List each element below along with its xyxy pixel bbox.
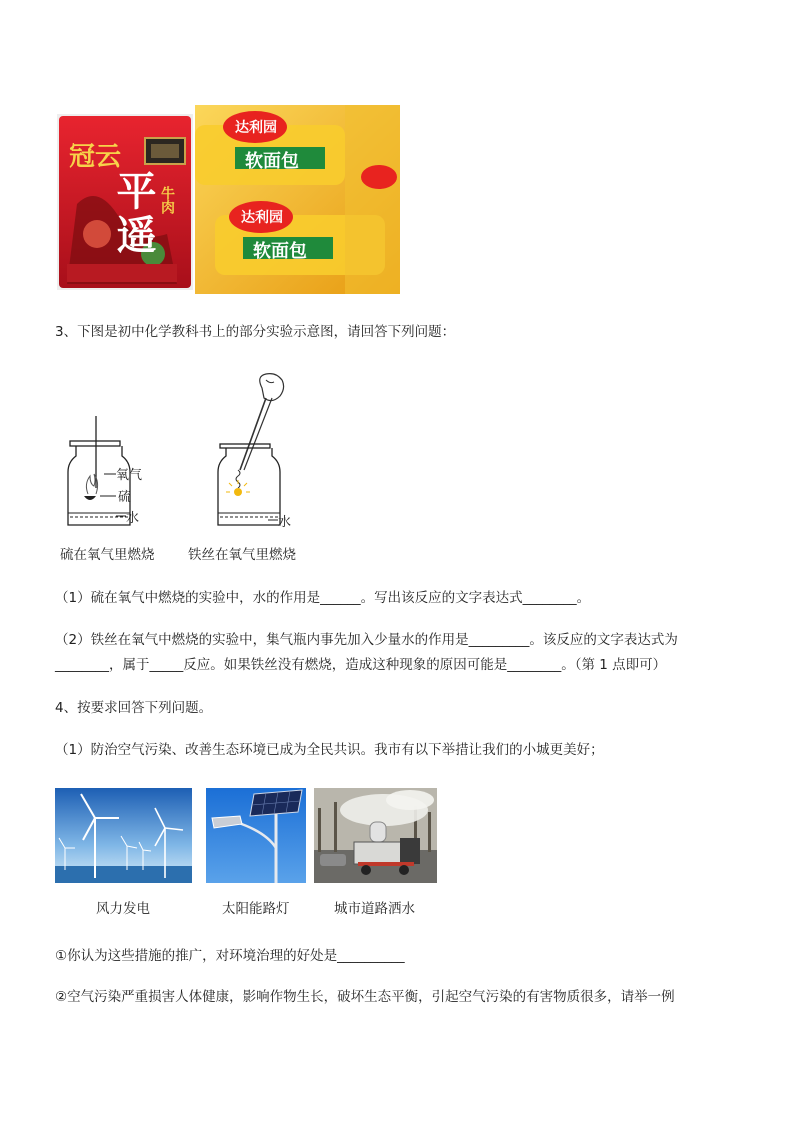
caption-road-spraying: 城市道路洒水 [334, 901, 415, 917]
q4-sub1: （1）防治空气污染、改善生态环境已成为全民共识。我市有以下举措让我们的小城更美好； [55, 742, 604, 758]
package-product-text: 平遥 [110, 170, 157, 258]
bread-brand-text: 达利园 [235, 120, 277, 136]
solar-street-light-photo [206, 788, 306, 883]
caption-iron-wire: 铁丝在氧气里燃烧 [188, 547, 296, 563]
label-water-2: 水 [278, 515, 292, 530]
q4-prompt: 4、按要求回答下列问题。 [55, 700, 213, 716]
iron-wire-combustion-diagram [210, 370, 320, 532]
caption-sulfur: 硫在氧气里燃烧 [60, 547, 155, 563]
package-brand-text: 冠云 [69, 142, 122, 172]
soft-bread-package-photo [195, 105, 400, 294]
q3-sub1: （1）硫在氧气中燃烧的实验中，水的作用是______。写出该反应的文字表达式________。 [55, 590, 591, 606]
bread-product-text-2: 软面包 [253, 241, 307, 262]
caption-wind-power: 风力发电 [96, 901, 150, 917]
q3-sub2-line1: （2）铁丝在氧气中燃烧的实验中，集气瓶内事先加入少量水的作用是_________。该反应的文字表达式为 [55, 632, 678, 648]
label-oxygen: 氧气 [116, 468, 143, 483]
q4-question-b: ②空气污染严重损害人体健康，影响作物生长，破坏生态平衡，引起空气污染的有害物质很多，请举一例 [55, 989, 675, 1005]
caption-solar-light: 太阳能路灯 [222, 901, 290, 917]
label-sulfur: 硫 [118, 490, 132, 505]
sulfur-combustion-diagram [60, 412, 170, 532]
q4-question-a: ①你认为这些措施的推广，对环境治理的好处是__________ [55, 948, 405, 964]
wind-turbine-photo [55, 788, 192, 883]
water-spray-truck-photo [314, 788, 437, 883]
package-sub-text: 牛肉 [159, 186, 175, 214]
q3-sub2-line2: ________，属于_____反应。如果铁丝没有燃烧，造成这种现象的原因可能是________。（第 1 点即可） [55, 657, 667, 673]
bread-brand-text-2: 达利园 [241, 210, 283, 226]
label-water-1: 水 [126, 511, 140, 526]
q3-prompt: 3、下图是初中化学教科书上的部分实验示意图，请回答下列问题： [55, 324, 456, 340]
beef-jerky-package-photo [57, 114, 193, 290]
bread-product-text: 软面包 [245, 151, 299, 172]
